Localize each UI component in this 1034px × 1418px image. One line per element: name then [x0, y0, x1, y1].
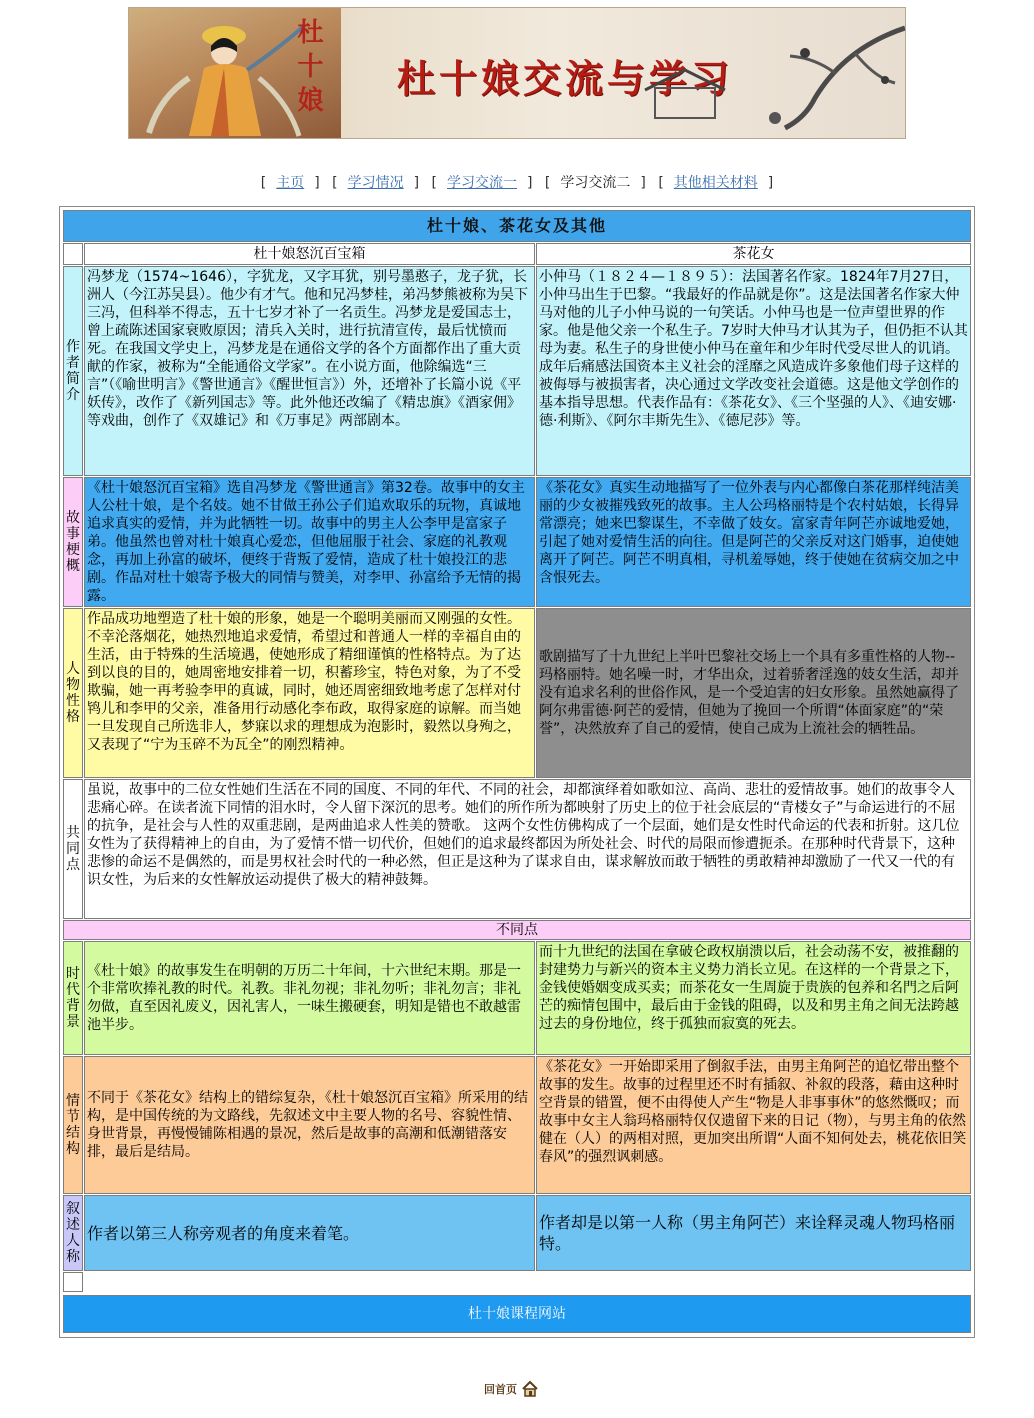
row-label-common: 共同点	[63, 779, 83, 919]
nav-bracket: [	[260, 175, 267, 191]
structure-left-text: 不同于《茶花女》结构上的错综复杂，《杜十娘怒沉百宝箱》所采用的结构，是中国传统的为文路线，先叙述文中主要人物的名号、容貌性情、身世背景，再慢慢铺陈相遇的景况，然后是故事的高潮和低潮错落安排，最后是结局。	[84, 1056, 535, 1194]
era-left-text: 《杜十娘》的故事发生在明朝的万历二十年间，十六世纪末期。那是一个非常吹捧礼教的时代。礼教。非礼勿视；非礼勿听；非礼勿言；非礼勿做，直至因礼废义，因礼害人，一味生搬硬套，明知是错也不敢越雷池半步。	[84, 941, 535, 1055]
character-left-text: 作品成功地塑造了杜十娘的形象，她是一个聪明美丽而又刚强的女性。不幸沦落烟花，她热烈地追求爱情，希望过和普通人一样的幸福自由的生活，由于特殊的生活境遇，使她形成了精细谨慎的性格特点。为了达到以良的目的，她周密地安排着一切，积蓄珍宝，特色对象，为了不受欺骗，她一再考验李甲的真诚，同时，她还周密细致地考虑了怎样对付鸨儿和李甲的父亲，准备用行动感化李布政，取得家庭的谅解。而当她一旦发现自己所选非人，梦寐以求的理想成为泡影时，毅然以身殉之，又表现了“宁为玉碎不为瓦全”的刚烈精神。	[84, 608, 535, 778]
top-navigation	[0, 172, 1034, 192]
banner-painting	[129, 8, 341, 138]
nav-link-study-status[interactable]: 学习情况	[347, 175, 404, 191]
back-home-button[interactable]	[484, 1378, 550, 1400]
nav-link-exchange-one[interactable]: 学习交流一	[447, 175, 517, 191]
empty-cell	[63, 1272, 83, 1292]
banner-title: 杜十娘交流与学习	[397, 56, 734, 101]
nav-bracket: ]	[314, 175, 320, 191]
author-left-text: 冯梦龙（1574~1646），字犹龙，又字耳犹，别号墨憨子，龙子犹，长洲人（今江苏吴县）。他少有才气。他和兄冯梦桂，弟冯梦熊被称为吴下三冯，但科举不得志，五十七岁才补了一名贡生。冯梦龙是爱国志士，曾上疏陈述国家衰败原因；清兵入关时，进行抗清宣传，最后忧愤而死。在我国文学史上，冯梦龙是在通俗文学的各个方面都作出了重大贡献的作家，被称为“全能通俗文学家”。在小说方面，他除编选“三言”（《喻世明言》《警世通言》《醒世恒言》）外，还增补了长篇小说《平妖传》，改作了《新列国志》等。此外他还改编了《精忠旗》《酒家佣》等戏曲，创作了《双雄记》和《万事足》两部剧本。	[84, 266, 535, 476]
plot-left-text: 《杜十娘怒沉百宝箱》选自冯梦龙《警世通言》第32卷。故事中的女主人公杜十娘，是个名妓。她不甘做王孙公子们追欢取乐的玩物，真诚地追求真实的爱情，并为此牺牲一切。故事中的男主人公李甲是富家子弟。他虽然也曾对杜十娘真心爱恋，但他屈服于社会、家庭的礼教观念，再加上孙富的破坏，便终于背叛了爱情，造成了杜十娘投江的悲剧。作品对杜十娘寄予极大的同情与赞美，对李甲、孙富给予无情的揭露。	[84, 477, 535, 607]
corner-cell	[63, 243, 83, 265]
nav-bracket: ]	[767, 175, 774, 191]
era-right-text: 而十九世纪的法国在拿破仑政权崩溃以后，社会动荡不安，被推翻的封建势力与新兴的资本主义势力消长立见。在这样的一个背景之下，金钱使婚姻变成买卖；而茶花女一生周旋于贵族的包养和名門之后阿芒的痴情包围中，最后由于金钱的阻碍，以及和男主角之间无法跨越过去的身份地位，终于孤独而寂寞的死去。	[536, 941, 971, 1055]
banner-vertical-title: 杜十娘	[293, 18, 323, 120]
row-label-era: 时代背景	[63, 941, 83, 1055]
nav-link-other-materials[interactable]: 其他相关材料	[673, 175, 758, 191]
plot-right-text: 《茶花女》真实生动地描写了一位外表与内心都像白茶花那样纯洁美丽的少女被摧残致死的故事。主人公玛格丽特是个农村姑娘，长得异常漂亮；她来巴黎谋生，不幸做了妓女。富家青年阿芒亦诚地爱她，引起了她对爱情生活的向往。但是阿芒的父亲反对这门婚事，迫使她离开了阿芒。阿芒不明真相，寻机羞辱她，终于使她在贫病交加之中含恨死去。	[536, 477, 971, 607]
nav-bracket: [	[431, 175, 437, 191]
row-label-plot: 故事梗概	[63, 477, 83, 607]
row-label-author: 作者简介	[63, 266, 83, 476]
site-banner	[128, 7, 906, 139]
row-label-narration: 叙述人称	[63, 1195, 83, 1271]
nav-bracket: ]	[527, 175, 533, 191]
column-header-camille: 茶花女	[536, 243, 971, 265]
character-right-text: 歌剧描写了十九世纪上半叶巴黎社交场上一个具有多重性格的人物--玛格丽特。她名噪一时，才华出众，过着骄奢淫逸的妓女生活，却并没有追求名利的世俗作风，是一个受迫害的妇女形象。虽然她赢得了阿尔弗雷德·阿芒的爱情，但她为了挽回一个所谓“体面家庭”的“荣誉”，决然放弃了自己的爱情，使自己成为上流社会的牺牲品。	[536, 608, 971, 778]
narration-right-text: 作者却是以第一人称（男主角阿芒）来诠释灵魂人物玛格丽特。	[536, 1195, 971, 1271]
table-title: 杜十娘、茶花女及其他	[63, 210, 971, 242]
ink-branch-decoration	[605, 8, 905, 138]
house-icon	[521, 1380, 539, 1398]
nav-bracket: [	[658, 175, 664, 191]
author-right-text: 小仲马（１８２４—１８９５）：法国著名作家。1824年7月27日，小仲马出生于巴黎。“我最好的作品就是你”。这是法国著名作家大仲马对他的儿子小仲马说的一句笑话。小仲马也是一位声望世界的作家。他是他父亲一个私生子。7岁时大仲马才认其为子，但仍拒不认其母为妻。私生子的身世使小仲马在童年和少年时代受尽世人的讥诮。成年后痛感法国资本主义社会的淫靡之风造成许多象他们母子这样的被侮辱与被损害者，决心通过文学改变社会道德。这是他文学创作的基本指导思想。代表作品有：《茶花女》、《三个坚强的人》、《迪安娜·德·利斯》、《阿尔丰斯先生》、《德尼莎》等。	[536, 266, 971, 476]
nav-bracket: [	[332, 175, 338, 191]
home-label: 回首页	[484, 1383, 517, 1396]
narration-left-text: 作者以第三人称旁观者的角度来着笔。	[84, 1195, 535, 1271]
structure-right-text: 《茶花女》一开始即采用了倒叙手法，由男主角阿芒的追忆带出整个故事的发生。故事的过程里还不时有插叙、补叙的段落，藉由这种时空背景的错置，便不由得使人产生“物是人非事事休”的悠然慨叹；而故事中女主人翁玛格丽特仅仅遗留下来的日记（物），与男主角的依然健在（人）的两相对照，更加突出所谓“人面不知何处去，桃花依旧笑春风”的强烈讽刺感。	[536, 1056, 971, 1194]
nav-bracket: [	[544, 175, 551, 191]
nav-bracket: ]	[413, 175, 420, 191]
differences-header: 不同点	[63, 920, 971, 940]
nav-current-exchange-two: 学习交流二	[560, 175, 631, 191]
footer-site-name: 杜十娘课程网站	[63, 1295, 971, 1333]
nav-bracket: ]	[640, 175, 646, 191]
row-label-character: 人物性格	[63, 608, 83, 778]
column-header-du-shiniang: 杜十娘怒沉百宝箱	[84, 243, 535, 265]
comparison-table	[59, 206, 975, 1338]
nav-link-home[interactable]: 主页	[276, 175, 305, 191]
row-label-structure: 情节结构	[63, 1056, 83, 1194]
common-text: 虽说，故事中的二位女性她们生活在不同的国度、不同的年代、不同的社会，却都演绎着如歌如泣、高尚、悲壮的爱情故事。她们的故事令人悲痛心碎。在读者流下同情的泪水时，令人留下深沉的思考。她们的所作所为都映射了历史上的位于社会底层的“青楼女子”与命运进行的不屈的抗争，是社会与人性的双重悲剧，是两曲追求人性美的赞歌。 这两个女性仿佛构成了一个层面，她们是女性时代命运的代表和折射。这几位女性为了获得精神上的自由，为了爱情不惜一切代价，但她们的追求最终都因为所处社会、时代的局限而惨遭扼杀。在那种时代背景下，这种悲惨的命运不是偶然的，而是男权社会时代的一种必然，但正是这种为了谋求自由，谋求解放而敢于牺牲的勇敢精神却激励了一代又一代的有识女性，为后来的女性解放运动提供了极大的精神鼓舞。	[84, 779, 971, 919]
